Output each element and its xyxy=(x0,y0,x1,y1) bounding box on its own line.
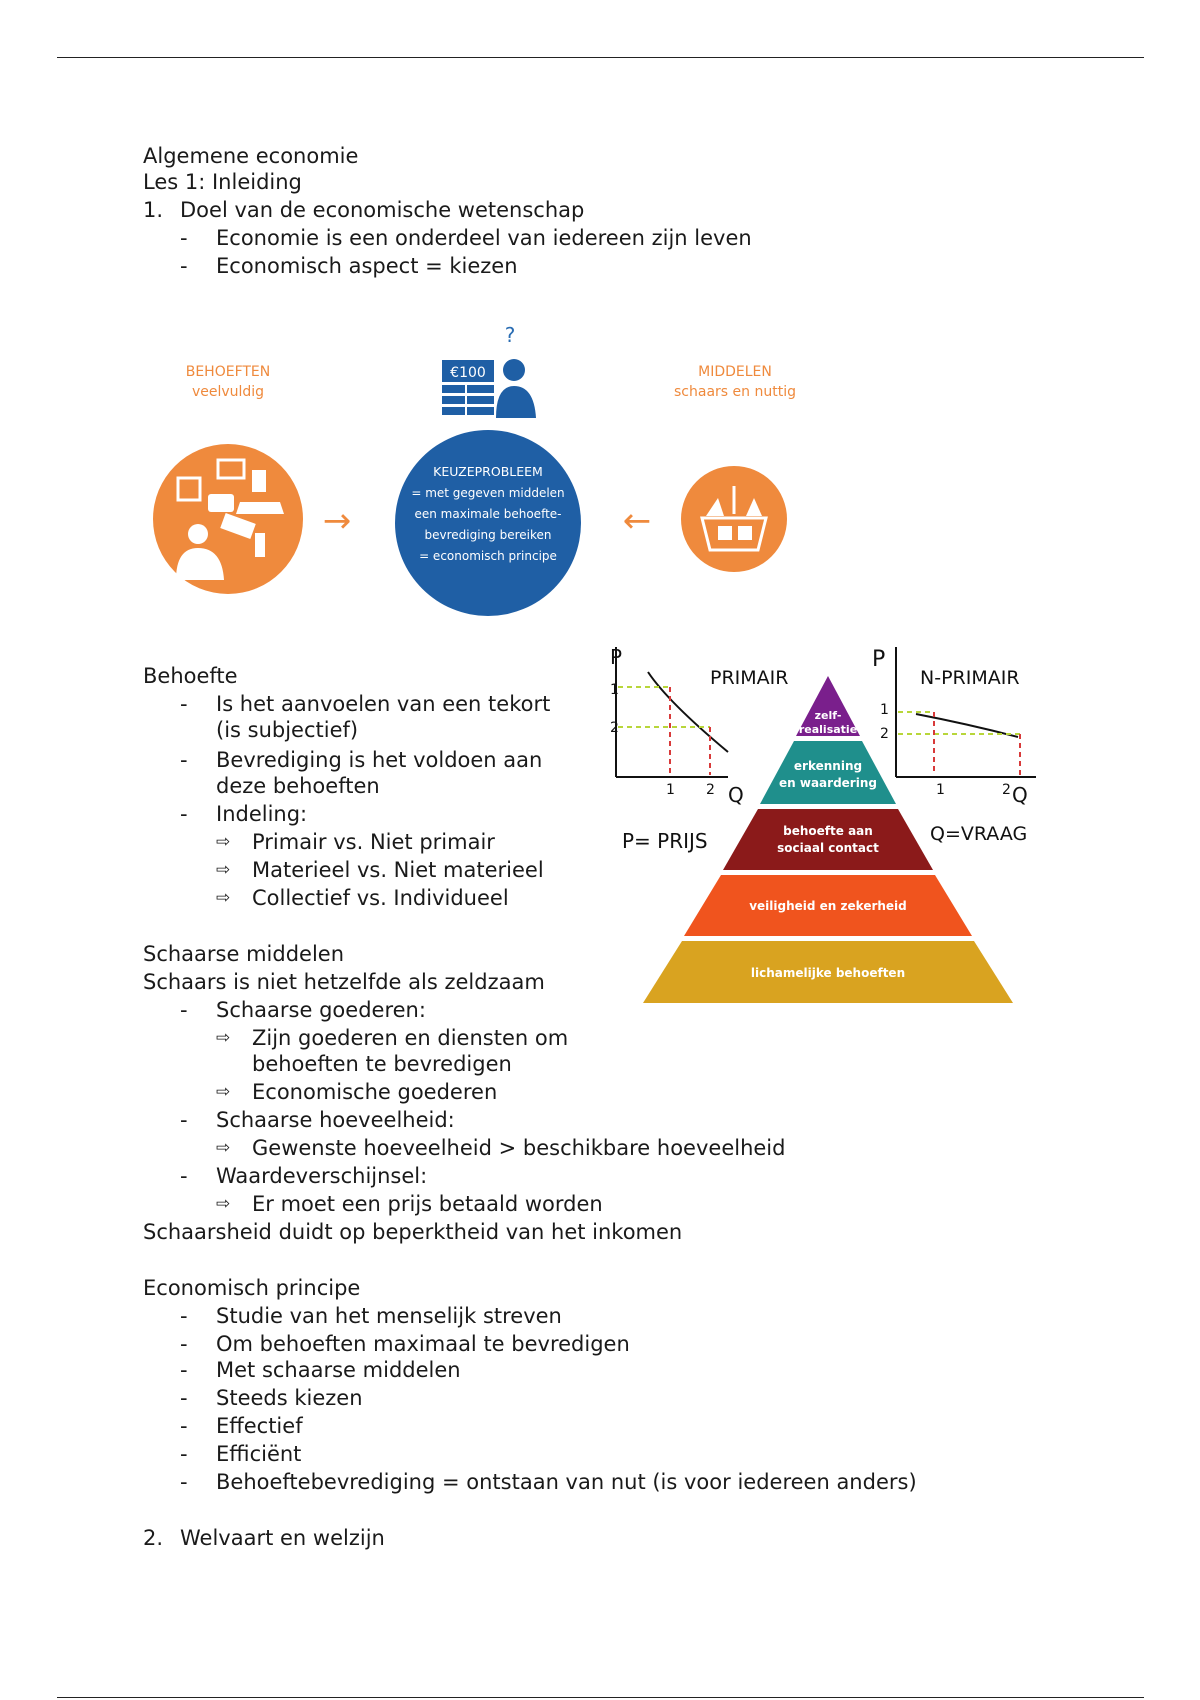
bullet-dash: - xyxy=(180,692,188,716)
legend-vraag: Q=VRAAG xyxy=(930,823,1028,845)
pyramid-level-label: behoefte aan xyxy=(783,824,873,838)
graph-p-label: P xyxy=(610,645,623,669)
subsection-heading: Behoefte xyxy=(143,664,238,688)
pyramid-level-label: zelf- xyxy=(814,709,842,722)
center-line: bevrediging bereiken xyxy=(424,528,552,542)
bullet-dash: - xyxy=(180,1304,188,1328)
list-item: Is het aanvoelen van een tekort xyxy=(216,692,551,716)
list-item: Economisch aspect = kiezen xyxy=(216,254,518,278)
bullet-dash: - xyxy=(180,1386,188,1410)
paragraph: Schaarsheid duidt op beperktheid van het inkomen xyxy=(143,1220,683,1244)
graph-tick: 2 xyxy=(880,726,889,742)
header-rule xyxy=(57,57,1144,58)
bullet-dash: - xyxy=(180,1108,188,1132)
pyramid-level-label: sociaal contact xyxy=(777,841,879,855)
subsection-heading: Schaarse middelen xyxy=(143,942,345,966)
arrow-bullet-icon: ⇨ xyxy=(216,888,231,908)
graph-tick: 2 xyxy=(610,720,619,736)
means-title: MIDDELEN xyxy=(698,364,772,380)
graph-q-label: Q xyxy=(728,783,744,807)
bullet-dash: - xyxy=(180,1332,188,1356)
money-note-icon xyxy=(442,360,494,415)
sub-list-item: Materieel vs. Niet materieel xyxy=(252,858,544,882)
pyramid-level-label: lichamelijke behoeften xyxy=(750,966,906,980)
section-heading: Doel van de economische wetenschap xyxy=(180,198,585,222)
sub-list-item: Gewenste hoeveelheid > beschikbare hoeveelheid xyxy=(252,1136,786,1160)
basket-circle-icon xyxy=(681,466,787,572)
bullet-dash: - xyxy=(180,254,188,278)
graph-tick: 2 xyxy=(706,782,715,798)
list-item: Economie is een onderdeel van iedereen zijn leven xyxy=(216,226,752,250)
needs-title: BEHOEFTEN xyxy=(185,364,271,380)
bullet-dash: - xyxy=(180,1414,188,1438)
means-subtitle: schaars en nuttig xyxy=(674,384,796,400)
list-item: Schaarse goederen: xyxy=(216,998,426,1022)
lesson-title: Les 1: Inleiding xyxy=(143,170,302,194)
bullet-dash: - xyxy=(180,1442,188,1466)
center-line: KEUZEPROBLEEM xyxy=(433,464,543,479)
list-item: Schaarse hoeveelheid: xyxy=(216,1108,455,1132)
arrow-bullet-icon: ⇨ xyxy=(216,1194,231,1214)
graph-title-niet-primair: N-PRIMAIR xyxy=(920,667,1020,689)
sub-list-item: Zijn goederen en diensten om xyxy=(252,1026,569,1050)
sub-list-item: Collectief vs. Individueel xyxy=(252,886,509,910)
bullet-dash: - xyxy=(180,1164,188,1188)
list-item: Behoeftebevrediging = ontstaan van nut (is voor iedereen anders) xyxy=(216,1470,917,1494)
section-number: 2. xyxy=(143,1526,164,1550)
person-icon xyxy=(496,359,536,418)
graph-tick: 1 xyxy=(936,782,945,798)
keuzeprobleem-diagram xyxy=(140,318,820,623)
list-item: Om behoeften maximaal te bevredigen xyxy=(216,1332,630,1356)
document-title: Algemene economie xyxy=(143,144,359,168)
bullet-dash: - xyxy=(180,802,188,826)
pyramid-level-label: realisatie xyxy=(798,723,858,736)
legend-prijs: P= PRIJS xyxy=(622,829,708,853)
list-item: Effectief xyxy=(216,1414,303,1438)
list-item: Bevrediging is het voldoen aan xyxy=(216,748,543,772)
center-line: = economisch principe xyxy=(419,549,557,563)
list-item-continuation: deze behoeften xyxy=(216,774,380,798)
arrow-bullet-icon: ⇨ xyxy=(216,1082,231,1102)
list-item: Indeling: xyxy=(216,802,308,826)
arrow-bullet-icon: ⇨ xyxy=(216,1028,231,1048)
graph-tick: 1 xyxy=(666,782,675,798)
sub-list-item: Primair vs. Niet primair xyxy=(252,830,495,854)
needs-circle-icon xyxy=(153,444,303,594)
list-item: Studie van het menselijk streven xyxy=(216,1304,562,1328)
arrow-bullet-icon: ⇨ xyxy=(216,1138,231,1158)
maslow-pyramid-figure xyxy=(598,642,1044,1007)
bullet-dash: - xyxy=(180,226,188,250)
needs-subtitle: veelvuldig xyxy=(191,384,265,400)
sub-list-item-continuation: behoeften te bevredigen xyxy=(252,1052,512,1076)
graph-tick: 2 xyxy=(1002,782,1011,798)
bullet-dash: - xyxy=(180,748,188,772)
graph-tick: 1 xyxy=(880,702,889,718)
center-line: = met gegeven middelen xyxy=(411,486,565,500)
bullet-dash: - xyxy=(180,1358,188,1382)
list-item-continuation: (is subjectief) xyxy=(216,718,359,742)
money-amount: €100 xyxy=(450,365,486,381)
list-item: Met schaarse middelen xyxy=(216,1358,461,1382)
graph-title-primair: PRIMAIR xyxy=(710,667,789,689)
keuzeprobleem-circle xyxy=(395,430,581,616)
center-line: een maximale behoefte- xyxy=(414,507,562,521)
pyramid-level-label: en waardering xyxy=(779,776,877,790)
section-heading: Welvaart en welzijn xyxy=(180,1526,385,1550)
list-item: Steeds kiezen xyxy=(216,1386,363,1410)
graph-p-label: P xyxy=(872,647,886,672)
bullet-dash: - xyxy=(180,1470,188,1494)
arrow-bullet-icon: ⇨ xyxy=(216,860,231,880)
sub-list-item: Economische goederen xyxy=(252,1080,498,1104)
graph-q-label: Q xyxy=(1012,783,1028,807)
question-mark: ? xyxy=(504,323,516,347)
list-item: Waardeverschijnsel: xyxy=(216,1164,428,1188)
section-number: 1. xyxy=(143,198,164,222)
footer-rule xyxy=(57,1697,1144,1698)
sub-list-item: Er moet een prijs betaald worden xyxy=(252,1192,603,1216)
subsection-heading: Economisch principe xyxy=(143,1276,361,1300)
bullet-dash: - xyxy=(180,998,188,1022)
arrow-left-icon: ← xyxy=(622,501,652,541)
arrow-bullet-icon: ⇨ xyxy=(216,832,231,852)
pyramid-level-label: erkenning xyxy=(793,759,863,773)
pyramid-level xyxy=(723,809,933,870)
graph-tick: 1 xyxy=(610,682,619,698)
paragraph: Schaars is niet hetzelfde als zeldzaam xyxy=(143,970,545,994)
arrow-right-icon: → xyxy=(322,501,352,541)
list-item: Efficiënt xyxy=(216,1442,302,1466)
pyramid-level-label: veiligheid en zekerheid xyxy=(749,899,907,913)
